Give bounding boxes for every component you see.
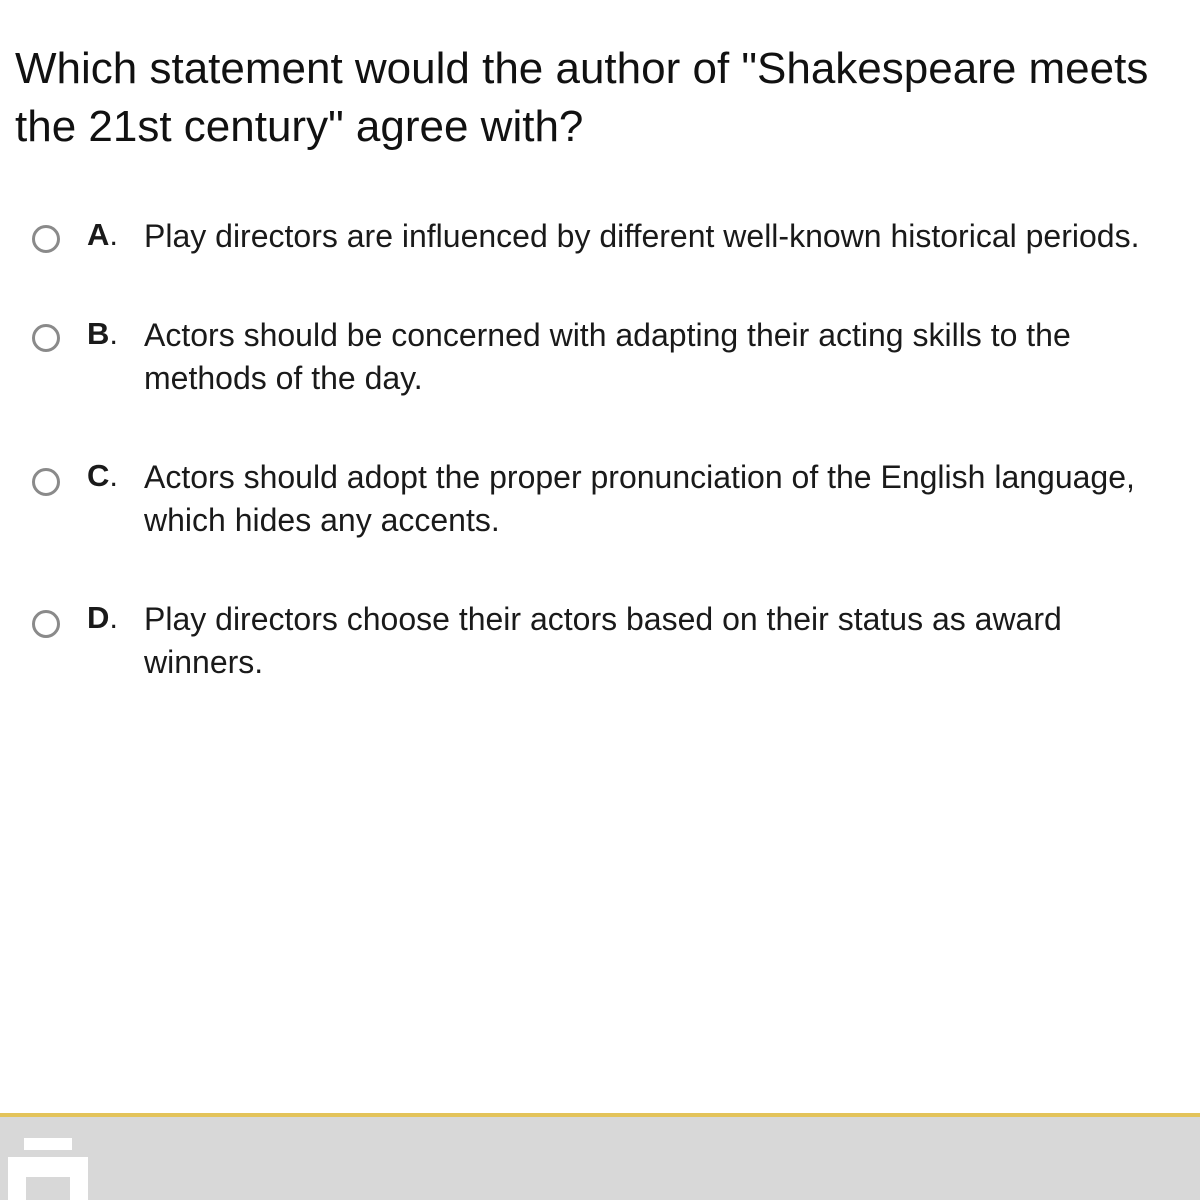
choice-text-d	[144, 598, 1200, 684]
answer-choice-b[interactable]	[0, 314, 1200, 404]
choice-line: which hides any accents.	[144, 502, 500, 538]
choice-text-a	[144, 215, 1200, 258]
choice-line: winners.	[144, 644, 264, 680]
choice-line: Play directors are influenced by different well-known historical periods.	[144, 218, 1140, 254]
answer-choice-d[interactable]	[0, 598, 1200, 688]
choice-line: methods of the day.	[144, 360, 423, 396]
question-line: the 21st century" agree with?	[15, 102, 584, 151]
question-line: Which statement would the author of "Shakespeare meets	[15, 44, 1149, 93]
radio-button-c[interactable]	[32, 468, 60, 496]
choice-line: Play directors choose their actors based on their status as award	[144, 601, 1062, 637]
choice-text-c	[144, 456, 1200, 542]
choice-letter-c: C.	[87, 458, 119, 493]
choice-text-b	[144, 314, 1200, 400]
question-text	[15, 40, 1195, 156]
choice-letter-d: D.	[87, 600, 119, 635]
radio-button-d[interactable]	[32, 610, 60, 638]
radio-button-b[interactable]	[32, 324, 60, 352]
footer-toolbar	[0, 1117, 1200, 1200]
choice-letter-b: B.	[87, 316, 119, 351]
print-icon[interactable]	[4, 1135, 90, 1200]
choice-line: Actors should be concerned with adapting their acting skills to the	[144, 317, 1071, 353]
choice-letter-a: A.	[87, 217, 119, 252]
answer-choice-c[interactable]	[0, 456, 1200, 546]
radio-button-a[interactable]	[32, 225, 60, 253]
answer-choice-a[interactable]	[0, 215, 1200, 260]
choice-line: Actors should adopt the proper pronunciation of the English language,	[144, 459, 1135, 495]
